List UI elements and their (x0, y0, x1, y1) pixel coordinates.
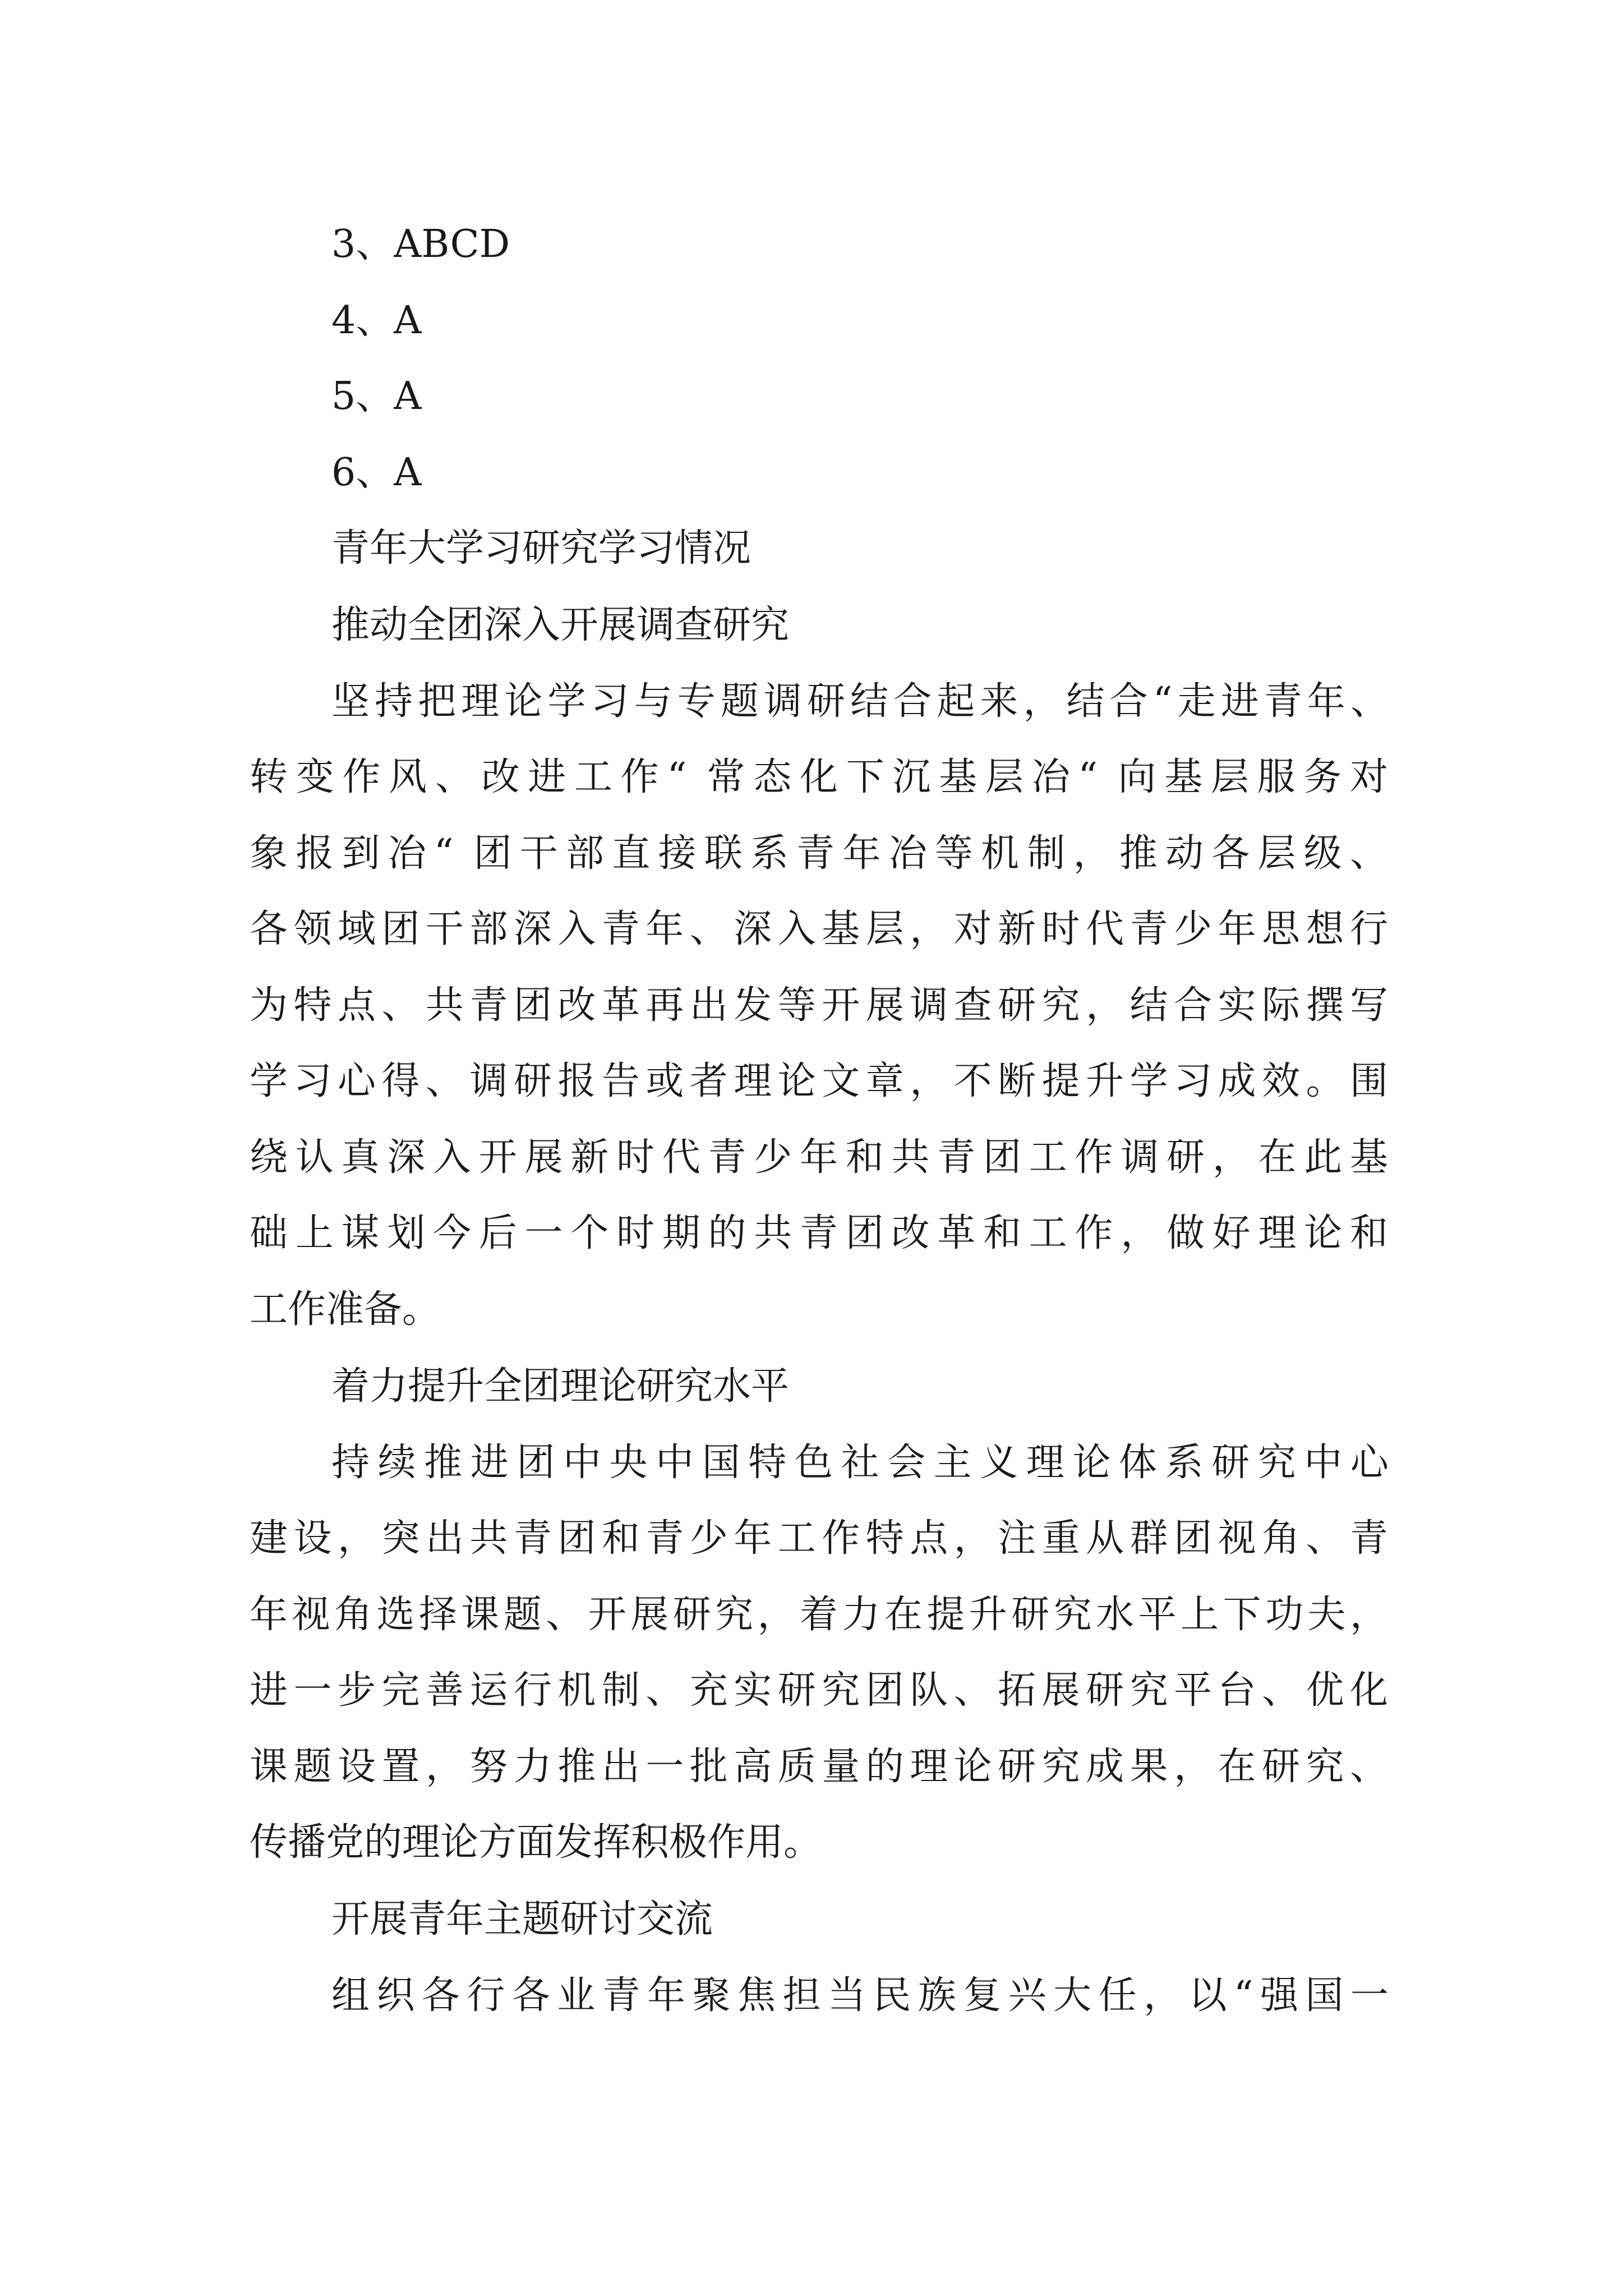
paragraph-line: 绕认真深入开展新时代青少年和共青团工作调研，在此基 (250, 1135, 1388, 1180)
paragraph-line: 为特点、共青团改革再出发等开展调查研究，结合实际撰写 (250, 983, 1388, 1028)
paragraph-line: 象报到冶“ 团干部直接联系青年冶等机制，推动各层级、 (250, 831, 1388, 876)
paragraph-line: 坚持把理论学习与专题调研结合起来，结合“走进青年、 (331, 679, 1389, 724)
paragraph-line: 础上谋划今后一个时期的共青团改革和工作，做好理论和 (250, 1211, 1388, 1255)
answer-item: 6、A (331, 450, 422, 495)
answer-item: 3、ABCD (331, 222, 510, 266)
paragraph-line: 进一步完善运行机制、充实研究团队、拓展研究平台、优化 (250, 1668, 1388, 1713)
paragraph-line: 转变作风、改进工作“ 常态化下沉基层冶“ 向基层服务对 (250, 755, 1388, 799)
paragraph-line: 各领域团干部深入青年、深入基层，对新时代青少年思想行 (250, 907, 1388, 951)
section-heading: 推动全团深入开展调查研究 (331, 603, 790, 647)
paragraph-line: 年视角选择课题、开展研究，着力在提升研究水平上下功夫， (250, 1593, 1388, 1637)
paragraph-line: 课题设置，努力推出一批高质量的理论研究成果，在研究、 (250, 1745, 1388, 1789)
paragraph-line: 学习心得、调研报告或者理论文章，不断提升学习成效。围 (250, 1059, 1388, 1103)
paragraph-line: 组织各行各业青年聚焦担当民族复兴大任，以“强国一 (331, 1973, 1389, 2018)
paragraph-line: 持续推进团中央中国特色社会主义理论体系研究中心 (331, 1441, 1389, 1485)
paragraph-line: 传播党的理论方面发挥积极作用。 (250, 1820, 822, 1865)
main-heading: 青年大学习研究学习情况 (331, 526, 751, 570)
section-heading: 开展青年主题研讨交流 (331, 1897, 713, 1941)
answer-item: 4、A (331, 298, 422, 343)
section-heading: 着力提升全团理论研究水平 (331, 1364, 790, 1409)
paragraph-line: 工作准备。 (250, 1287, 441, 1332)
answer-item: 5、A (331, 374, 422, 418)
paragraph-line: 建设，突出共青团和青少年工作特点，注重从群团视角、青 (250, 1516, 1388, 1561)
